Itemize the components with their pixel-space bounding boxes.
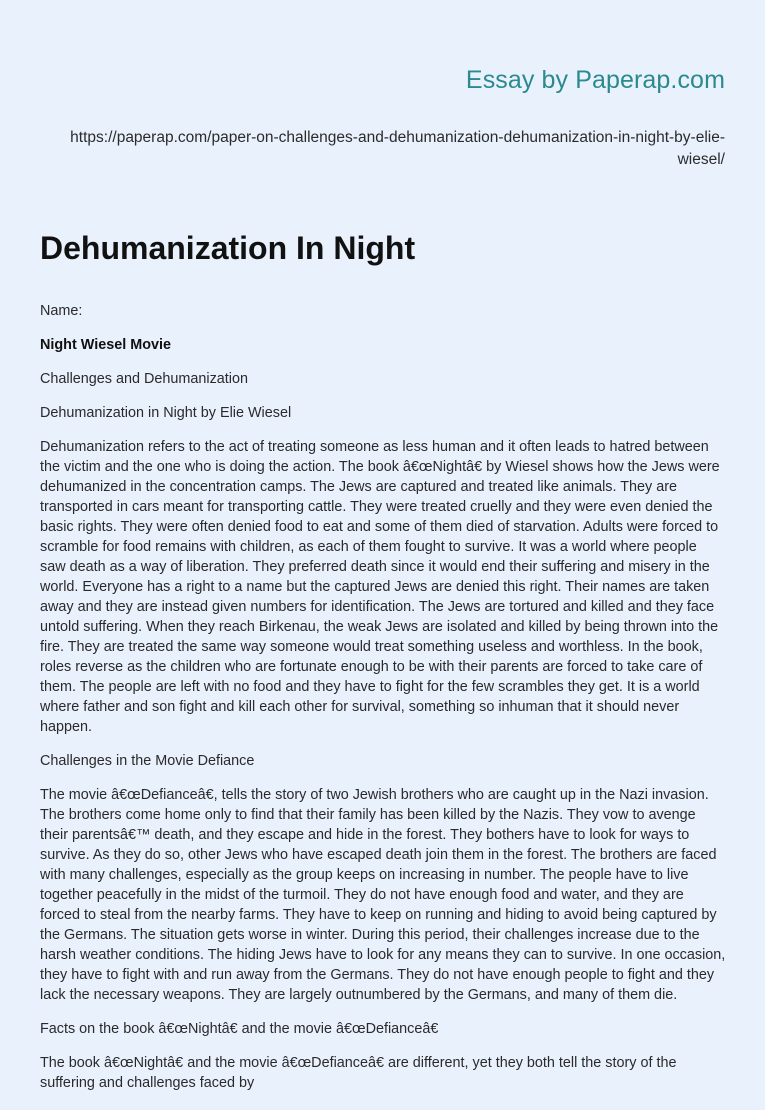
- essay-subtitle: Night Wiesel Movie: [40, 337, 172, 353]
- topic-line: Dehumanization in Night by Elie Wiesel: [40, 405, 292, 421]
- site-brand[interactable]: Essay by Paperap.com: [465, 66, 725, 94]
- name-label: Name:: [40, 303, 83, 319]
- section-heading: Facts on the book â€œNightâ€ and the movie â€œDefianceâ€: [40, 1021, 439, 1037]
- topic-line: Challenges and Dehumanization: [40, 371, 249, 387]
- section-heading: Challenges in the Movie Defiance: [40, 753, 255, 769]
- body-paragraph: The book â€œNightâ€ and the movie â€œDefianceâ€ are different, yet they both tell the story of the suffering and challenges faced by: [40, 1055, 677, 1091]
- page-title: Dehumanization In Night: [40, 230, 416, 266]
- body-paragraph: The movie â€œDefianceâ€, tells the story of two Jewish brothers who are caught up in the Nazi invasion. The brothers come home only to find that their family has been killed by the Nazis. They vow to avenge their parentsâ€™ death, and they escape and hide in the forest. They bothers have to look for ways to survive. As they do so, other Jews who have escaped death join them in the forest. The brothers are faced with many challenges, especially as the group keeps on increasing in number. The people have to live together peacefully in the midst of the turmoil. They do not have enough food and water, and they are forced to steal from the nearby farms. They have to keep on running and hiding to avoid being captured by the Germans. The situation gets worse in winter. During this period, their challenges increase due to the harsh weather conditions. The hiding Jews have to look for any means they can to survive. In one occasion, they have to fight with and run away from the Germans. They do not have enough people to fight and they lack the necessary weapons. They are largely outnumbered by the Germans, and many of them die.: [40, 787, 726, 1003]
- essay-body: [40, 301, 726, 1107]
- source-url[interactable]: https://paperap.com/paper-on-challenges-and-dehumanization-dehumanization-in-night-by-elie-wiesel/: [70, 129, 725, 168]
- body-paragraph: Dehumanization refers to the act of treating someone as less human and it often leads to hatred between the victim and the one who is doing the action. The book â€œNightâ€ by Wiesel shows how the Jews were dehumanized in the concentration camps. The Jews are captured and treated like animals. They are transported in cars meant for transporting cattle. They were treated cruelly and they were even denied the basic rights. They were often denied food to eat and some of them died of starvation. Adults were forced to scramble for food remains with children, as each of them fought to survive. It was a world where people saw death as a way of liberation. They preferred death since it would end their suffering and misery in the world. Everyone has a right to a name but the captured Jews are denied this right. Their names are taken away and they are instead given numbers for identification. The Jews are tortured and killed and they face untold suffering. When they reach Birkenau, the weak Jews are isolated and killed by being thrown into the fire. They are treated the same way someone would treat something useless and worthless. In the book, roles reverse as the children who are fortunate enough to be with their parents are forced to take care of them. The people are left with no food and they have to fight for the few scrambles they get. It is a world where father and son fight and kill each other for survival, something so inhuman that it should never happen.: [40, 439, 720, 735]
